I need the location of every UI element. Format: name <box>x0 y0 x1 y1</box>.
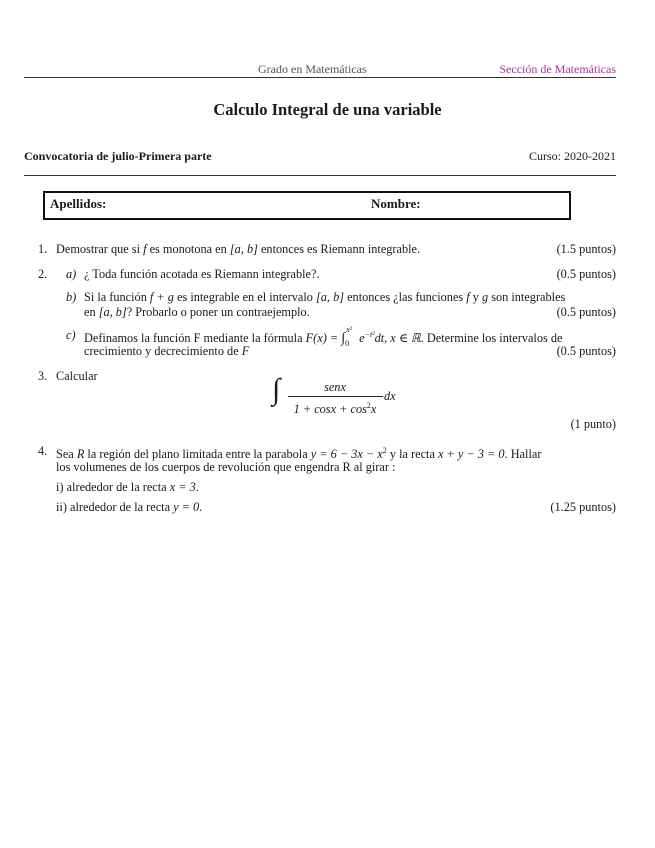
q4-line1: Sea R la región del plano limitada entre la parabola $y = 6 - 3x - x^2$ y la recta x + y − 3 = 0. Hallar <box>56 446 542 462</box>
q2c-label: c) <box>66 328 76 342</box>
q2c-line1: Definamos la función F mediante la fórmula F(x) = ∫ x² 0 $e^{-t^2}dt$, x ∈ ℝ. Determine los intervalos de <box>84 325 563 349</box>
q3-integral-sign: ∫ <box>272 373 281 406</box>
q4-points: (1.25 puntos) <box>550 500 616 514</box>
q1-number: 1. <box>38 242 48 256</box>
course-label: Curso: 2020-2021 <box>529 149 616 163</box>
surname-label: Apellidos: <box>50 196 107 211</box>
q2c-points: (0.5 puntos) <box>556 344 616 358</box>
call-label: Convocatoria de julio-Primera parte <box>24 149 212 163</box>
header-right: Sección de Matemáticas <box>499 62 616 76</box>
q3-fraction-bar <box>288 396 383 397</box>
q3-number: 3. <box>38 369 48 383</box>
q2a-text: ¿ Toda función acotada es Riemann integrable?. <box>84 267 320 281</box>
meta-rule <box>24 175 616 176</box>
q3-text: Calcular <box>56 369 98 383</box>
q2b-label: b) <box>66 290 77 304</box>
q2a-label: a) <box>66 267 77 281</box>
name-label: Nombre: <box>371 196 421 211</box>
q3-denominator: $1 + \cos x + \cos^2x$ <box>293 401 377 417</box>
q3-points: (1 punto) <box>570 417 616 431</box>
name-box[interactable] <box>43 191 571 220</box>
q1-text: Demostrar que si f es monotona en [a, b] entonces es Riemann integrable. <box>56 242 421 256</box>
q4-item-ii: ii) alrededor de la recta y = 0. <box>56 500 203 514</box>
page-title: Calculo Integral de una variable <box>213 100 442 119</box>
q1-points: (1.5 puntos) <box>556 242 616 256</box>
q3-dx: dx <box>384 389 396 403</box>
q2b-line2: en [a, b]? Probarlo o poner un contraejemplo. <box>84 305 310 319</box>
header-rule <box>24 77 616 78</box>
q2b-line1: Si la función f + g es integrable en el intervalo [a, b] entonces ¿las funciones f y g son integrables <box>84 290 566 304</box>
q4-number: 4. <box>38 444 48 458</box>
q2b-points: (0.5 puntos) <box>556 305 616 319</box>
header-left: Grado en Matemáticas <box>258 62 367 76</box>
q2a-points: (0.5 puntos) <box>556 267 616 281</box>
q4-line2: los volumenes de los cuerpos de revolución que engendra R al girar : <box>56 460 396 474</box>
q2-number: 2. <box>38 267 48 281</box>
q3-numerator: senx <box>324 380 346 394</box>
q4-item-i: i) alrededor de la recta x = 3. <box>56 480 199 494</box>
q2c-line2: crecimiento y decrecimiento de F <box>84 344 250 358</box>
